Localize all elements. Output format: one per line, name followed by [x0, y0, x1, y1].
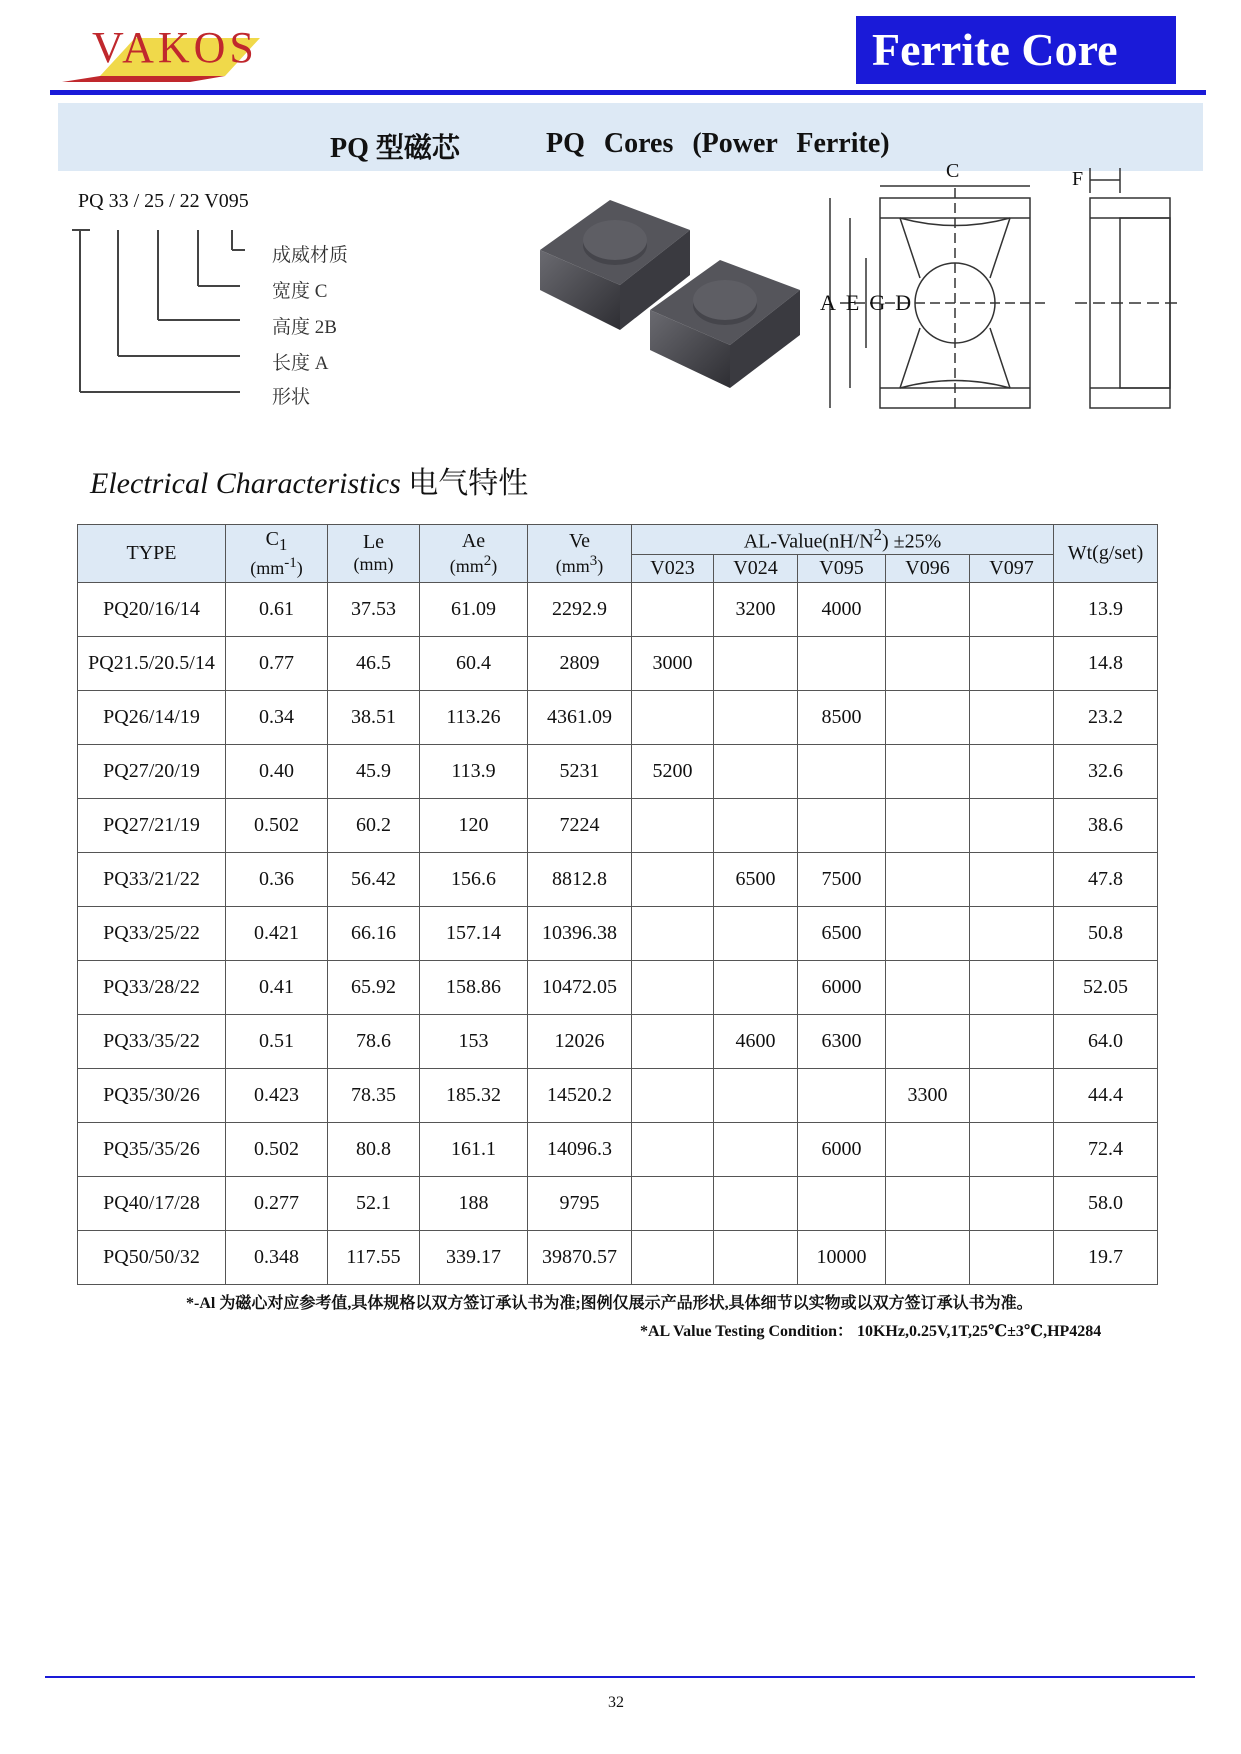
table-cell: 38.6 — [1054, 798, 1158, 852]
table-cell: 80.8 — [328, 1122, 420, 1176]
label-d: D — [895, 290, 922, 315]
table-cell — [886, 582, 970, 636]
table-cell: 10472.05 — [528, 960, 632, 1014]
table-cell: 58.0 — [1054, 1176, 1158, 1230]
table-cell: 6500 — [798, 906, 886, 960]
table-cell — [886, 852, 970, 906]
table-cell: 3200 — [714, 582, 798, 636]
label-e: E — [845, 290, 870, 315]
table-cell — [886, 636, 970, 690]
table-cell: 60.2 — [328, 798, 420, 852]
table-cell: 0.423 — [226, 1068, 328, 1122]
table-cell: PQ27/21/19 — [78, 798, 226, 852]
label-g: G — [869, 290, 896, 315]
table-cell: 4600 — [714, 1014, 798, 1068]
table-cell — [970, 906, 1054, 960]
header-c1: $C_1$ $(mm^{-1})$ — [226, 525, 328, 583]
table-cell: PQ50/50/32 — [78, 1230, 226, 1284]
table-cell: 6300 — [798, 1014, 886, 1068]
table-cell — [714, 960, 798, 1014]
table-cell: 78.35 — [328, 1068, 420, 1122]
table-cell: 7500 — [798, 852, 886, 906]
table-cell: PQ21.5/20.5/14 — [78, 636, 226, 690]
table-row — [78, 744, 1158, 798]
table-cell: 120 — [420, 798, 528, 852]
table-cell — [714, 690, 798, 744]
table-cell: 6000 — [798, 960, 886, 1014]
table-cell — [970, 744, 1054, 798]
table-cell — [714, 1122, 798, 1176]
spec-table — [77, 524, 1158, 1285]
table-cell: 0.40 — [226, 744, 328, 798]
table-cell — [798, 1068, 886, 1122]
table-row — [78, 960, 1158, 1014]
header-ae: Ae $(mm^2)$ — [420, 525, 528, 583]
table-cell — [970, 1122, 1054, 1176]
table-cell — [970, 582, 1054, 636]
table-cell — [714, 744, 798, 798]
table-row — [78, 1014, 1158, 1068]
legend-width: 宽度 C — [272, 281, 328, 302]
label-a: A — [820, 290, 846, 315]
table-cell — [970, 798, 1054, 852]
table-cell: 0.77 — [226, 636, 328, 690]
table-cell — [714, 636, 798, 690]
table-cell: 44.4 — [1054, 1068, 1158, 1122]
table-cell — [632, 798, 714, 852]
table-cell: 14520.2 — [528, 1068, 632, 1122]
table-cell — [632, 960, 714, 1014]
table-cell — [886, 1122, 970, 1176]
table-cell: 153 — [420, 1014, 528, 1068]
table-cell — [714, 1068, 798, 1122]
header-v096: V096 — [886, 554, 970, 582]
table-cell — [632, 582, 714, 636]
spec-table-body — [78, 582, 1158, 1284]
table-cell: 12026 — [528, 1014, 632, 1068]
table-cell: 65.92 — [328, 960, 420, 1014]
table-cell: 9795 — [528, 1176, 632, 1230]
table-cell: PQ33/21/22 — [78, 852, 226, 906]
header-divider — [50, 90, 1206, 95]
table-cell: 46.5 — [328, 636, 420, 690]
table-cell — [798, 744, 886, 798]
header-v095: V095 — [798, 554, 886, 582]
product-banner: Ferrite Core — [856, 16, 1176, 84]
table-cell — [714, 906, 798, 960]
page-number: 32 — [608, 1694, 624, 1711]
table-cell — [886, 960, 970, 1014]
table-row — [78, 798, 1158, 852]
table-cell: 10000 — [798, 1230, 886, 1284]
table-cell: 23.2 — [1054, 690, 1158, 744]
table-cell: 37.53 — [328, 582, 420, 636]
table-cell: 4361.09 — [528, 690, 632, 744]
table-cell — [714, 1176, 798, 1230]
section-title — [90, 458, 528, 502]
table-cell: 156.6 — [420, 852, 528, 906]
table-row — [78, 1068, 1158, 1122]
table-cell: 2292.9 — [528, 582, 632, 636]
label-c: C — [946, 160, 960, 182]
header-v024: V024 — [714, 554, 798, 582]
table-cell: 61.09 — [420, 582, 528, 636]
table-cell: 0.502 — [226, 798, 328, 852]
table-cell: 72.4 — [1054, 1122, 1158, 1176]
header-weight: Wt(g/set) — [1054, 525, 1158, 583]
table-cell: 19.7 — [1054, 1230, 1158, 1284]
note-test-condition: *AL Value Testing Condition： 10KHz,0.25V,1T,25℃±3℃,HP4284 — [640, 1323, 1102, 1340]
table-cell: 0.277 — [226, 1176, 328, 1230]
table-cell: 13.9 — [1054, 582, 1158, 636]
table-row — [78, 852, 1158, 906]
table-cell: 161.1 — [420, 1122, 528, 1176]
table-cell — [970, 1068, 1054, 1122]
table-cell — [970, 690, 1054, 744]
note-disclaimer: *-Al 为磁心对应参考值,具体规格以双方签订承认书为准;图例仅展示产品形状,具体细节以实物或以双方签订承认书为准。 — [186, 1295, 1033, 1312]
table-cell: 3300 — [886, 1068, 970, 1122]
table-cell — [886, 906, 970, 960]
table-cell — [798, 1176, 886, 1230]
legend-material: 成威材质 — [272, 245, 349, 266]
table-cell: 10396.38 — [528, 906, 632, 960]
table-cell — [632, 852, 714, 906]
table-cell — [970, 960, 1054, 1014]
table-cell: 0.502 — [226, 1122, 328, 1176]
table-cell: 185.32 — [420, 1068, 528, 1122]
table-cell — [632, 1176, 714, 1230]
part-code-example: PQ 33 / 25 / 22 V095 — [78, 190, 249, 212]
table-cell: 8500 — [798, 690, 886, 744]
page-title-en: PQ Cores (Power Ferrite) — [546, 128, 890, 159]
table-cell: 66.16 — [328, 906, 420, 960]
table-cell: 78.6 — [328, 1014, 420, 1068]
table-cell: 56.42 — [328, 852, 420, 906]
table-cell: 157.14 — [420, 906, 528, 960]
table-cell — [970, 636, 1054, 690]
table-cell: 52.05 — [1054, 960, 1158, 1014]
table-cell — [798, 636, 886, 690]
table-cell: 7224 — [528, 798, 632, 852]
table-cell: PQ35/30/26 — [78, 1068, 226, 1122]
table-cell — [970, 1230, 1054, 1284]
header-type: TYPE — [78, 525, 226, 583]
table-cell: 14096.3 — [528, 1122, 632, 1176]
label-f: F — [1072, 168, 1084, 190]
table-cell: 2809 — [528, 636, 632, 690]
table-cell — [886, 744, 970, 798]
header-v023: V023 — [632, 554, 714, 582]
table-cell: 64.0 — [1054, 1014, 1158, 1068]
table-cell — [886, 1230, 970, 1284]
table-cell: PQ33/25/22 — [78, 906, 226, 960]
footer-divider — [45, 1676, 1195, 1678]
part-code-legend-lines — [70, 220, 250, 400]
table-cell: 6000 — [798, 1122, 886, 1176]
table-cell: 5231 — [528, 744, 632, 798]
table-cell — [970, 852, 1054, 906]
table-cell: 45.9 — [328, 744, 420, 798]
legend-height: 高度 2B — [272, 317, 337, 338]
table-cell — [632, 906, 714, 960]
table-cell: 0.51 — [226, 1014, 328, 1068]
table-cell: 47.8 — [1054, 852, 1158, 906]
table-cell: PQ33/35/22 — [78, 1014, 226, 1068]
table-row — [78, 1176, 1158, 1230]
table-cell: 4000 — [798, 582, 886, 636]
table-cell — [798, 798, 886, 852]
table-cell: PQ27/20/19 — [78, 744, 226, 798]
table-cell: 3000 — [632, 636, 714, 690]
table-cell — [714, 798, 798, 852]
table-cell: 38.51 — [328, 690, 420, 744]
table-cell: 0.41 — [226, 960, 328, 1014]
table-cell: PQ40/17/28 — [78, 1176, 226, 1230]
drawing-labels-left — [820, 290, 921, 316]
table-row — [78, 582, 1158, 636]
table-cell: 113.9 — [420, 744, 528, 798]
table-cell — [632, 1014, 714, 1068]
table-cell — [970, 1014, 1054, 1068]
header-ve: Ve $(mm^3)$ — [528, 525, 632, 583]
table-row — [78, 1122, 1158, 1176]
table-cell: 5200 — [632, 744, 714, 798]
table-row — [78, 636, 1158, 690]
table-cell — [714, 1230, 798, 1284]
table-cell: 60.4 — [420, 636, 528, 690]
table-cell: 52.1 — [328, 1176, 420, 1230]
table-cell — [886, 690, 970, 744]
page-title-cn: PQ 型磁芯 — [330, 133, 460, 164]
table-cell — [970, 1176, 1054, 1230]
table-cell: 6500 — [714, 852, 798, 906]
table-cell — [886, 798, 970, 852]
core-photo — [530, 190, 820, 390]
table-cell — [632, 690, 714, 744]
legend-shape: 形状 — [272, 387, 311, 408]
legend-length: 长度 A — [272, 353, 329, 374]
table-cell — [632, 1068, 714, 1122]
table-row — [78, 906, 1158, 960]
table-row — [78, 690, 1158, 744]
table-cell: PQ35/35/26 — [78, 1122, 226, 1176]
table-cell: 113.26 — [420, 690, 528, 744]
table-cell: 0.36 — [226, 852, 328, 906]
table-row — [78, 1230, 1158, 1284]
table-cell: 8812.8 — [528, 852, 632, 906]
table-cell: 0.421 — [226, 906, 328, 960]
table-cell: 158.86 — [420, 960, 528, 1014]
table-cell: PQ33/28/22 — [78, 960, 226, 1014]
table-cell: 339.17 — [420, 1230, 528, 1284]
table-cell: 32.6 — [1054, 744, 1158, 798]
section-title-en: Electrical Characteristics — [90, 467, 401, 500]
table-cell — [632, 1230, 714, 1284]
table-cell: 0.34 — [226, 690, 328, 744]
table-cell — [886, 1176, 970, 1230]
table-cell: 14.8 — [1054, 636, 1158, 690]
table-cell: 39870.57 — [528, 1230, 632, 1284]
header-v097: V097 — [970, 554, 1054, 582]
table-cell: 188 — [420, 1176, 528, 1230]
header-al-value: $AL-Value(nH/N^2) \pm 25\%$ — [632, 525, 1054, 555]
logo-text: VAKOS — [92, 23, 258, 72]
section-title-cn: 电气特性 — [408, 467, 529, 500]
table-cell: PQ20/16/14 — [78, 582, 226, 636]
header-le: Le (mm) — [328, 525, 420, 583]
table-cell: 117.55 — [328, 1230, 420, 1284]
table-cell: 50.8 — [1054, 906, 1158, 960]
table-cell: 0.61 — [226, 582, 328, 636]
table-cell — [886, 1014, 970, 1068]
table-cell — [632, 1122, 714, 1176]
table-cell: 0.348 — [226, 1230, 328, 1284]
table-cell: PQ26/14/19 — [78, 690, 226, 744]
